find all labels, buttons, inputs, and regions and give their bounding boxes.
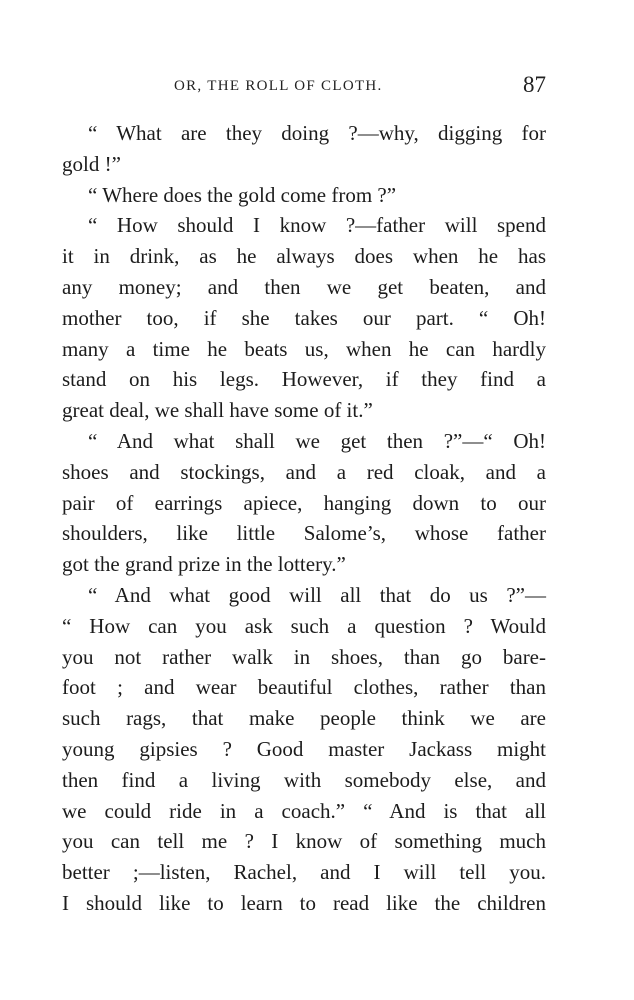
- text-line: got the grand prize in the lottery.”: [62, 552, 346, 577]
- text-body: [62, 118, 546, 919]
- text-line: we could ride in a coach.” “ And is that all: [62, 798, 546, 823]
- text-line: you can tell me ? I know of something much: [62, 829, 546, 854]
- text-line: pair of earrings apiece, hanging down to our: [62, 490, 546, 515]
- text-line: many a time he beats us, when he can hardly: [62, 336, 546, 361]
- text-line: it in drink, as he always does when he has: [62, 244, 546, 269]
- text-line: shoes and stockings, and a red cloak, and a: [62, 459, 546, 484]
- text-line: shoulders, like little Salome’s, whose father: [62, 521, 546, 546]
- text-line: foot ; and wear beautiful clothes, rather than: [62, 675, 546, 700]
- text-line: great deal, we shall have some of it.”: [62, 398, 373, 423]
- text-line: stand on his legs. However, if they find a: [62, 367, 546, 392]
- text-line: “ Where does the gold come from ?”: [88, 182, 397, 207]
- text-line: “ And what good will all that do us ?”—: [88, 582, 546, 607]
- page-number: 87: [523, 72, 546, 97]
- text-line: any money; and then we get beaten, and: [62, 274, 546, 299]
- text-line: gold !”: [62, 151, 121, 176]
- text-line: mother too, if she takes our part. “ Oh!: [62, 305, 546, 330]
- text-line: “ And what shall we get then ?”—“ Oh!: [88, 428, 546, 453]
- text-line: better ;—listen, Rachel, and I will tell you.: [62, 860, 546, 885]
- running-title: OR, THE ROLL OF CLOTH.: [174, 78, 383, 94]
- text-line: such rags, that make people think we are: [62, 706, 546, 731]
- text-line: “ What are they doing ?—why, digging for: [88, 121, 546, 145]
- running-head: [62, 72, 546, 102]
- text-line: I should like to learn to read like the children: [62, 890, 546, 915]
- text-line: “ How can you ask such a question ? Would: [62, 613, 546, 638]
- text-line: you not rather walk in shoes, than go bare-: [62, 644, 546, 669]
- text-line: young gipsies ? Good master Jackass might: [62, 736, 546, 761]
- text-line: then find a living with somebody else, and: [62, 767, 546, 792]
- text-line: “ How should I know ?—father will spend: [88, 213, 546, 238]
